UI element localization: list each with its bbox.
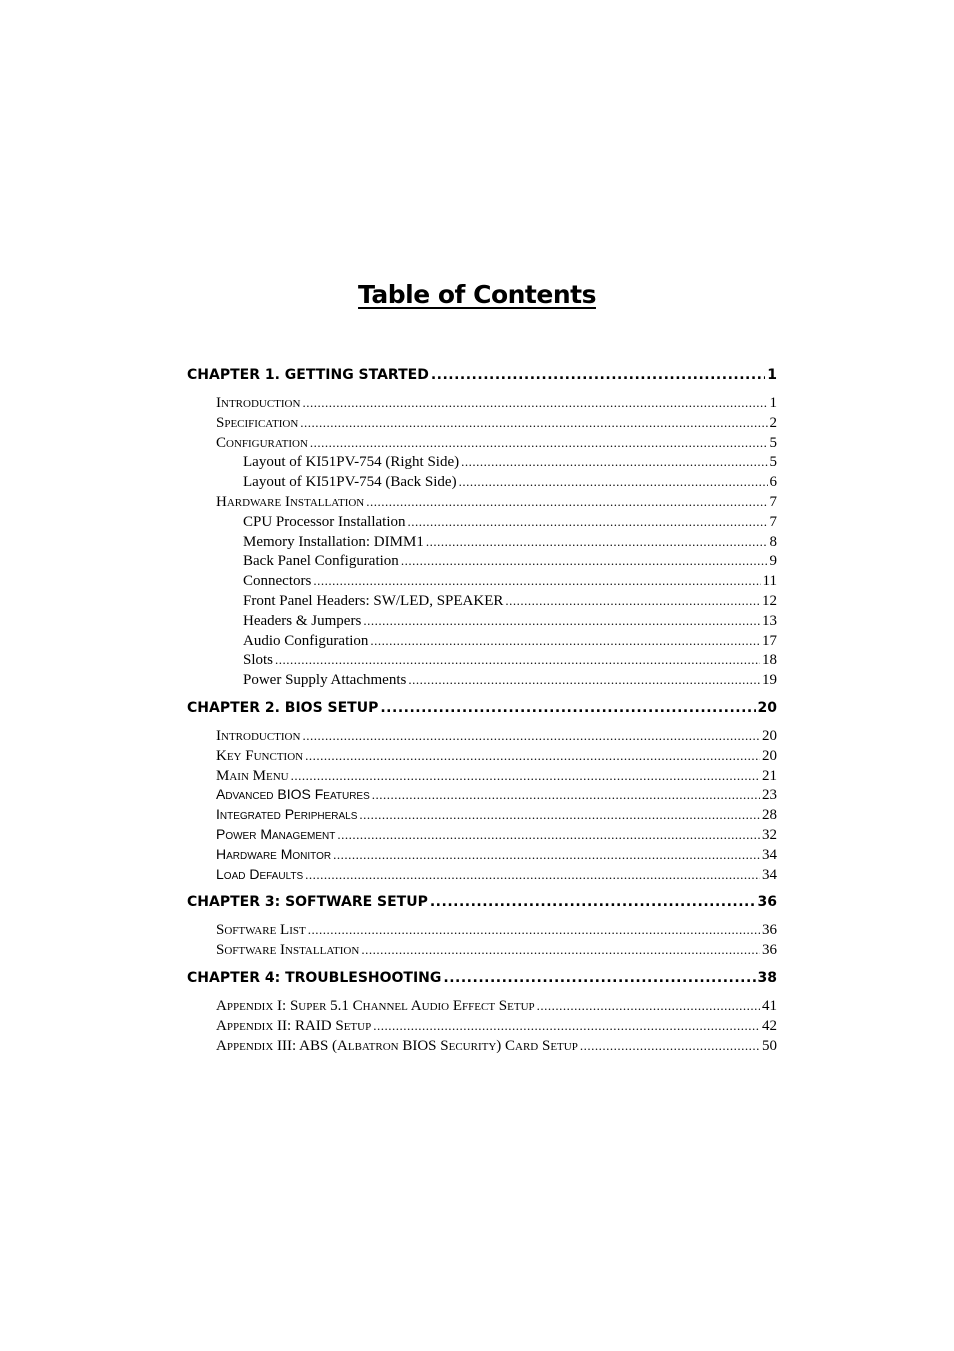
toc-entry-sub[interactable] — [187, 551, 777, 571]
toc-entry-section[interactable] — [187, 996, 777, 1016]
dot-leader — [305, 746, 760, 766]
toc-entry-label: Layout of KI51PV-754 (Right Side) — [243, 454, 460, 471]
toc-entry-chapter[interactable] — [187, 889, 777, 915]
toc-entry-page-number: 36 — [757, 894, 777, 911]
dot-leader — [291, 766, 760, 786]
toc-entry-page-number: 7 — [769, 493, 777, 510]
toc-entry-chapter[interactable] — [187, 965, 777, 991]
dot-leader — [580, 1036, 760, 1056]
toc-entry-sub[interactable] — [187, 650, 777, 670]
toc-entry-label: Specification — [216, 414, 299, 431]
toc-entry-chapter[interactable] — [187, 362, 777, 388]
toc-entry-section[interactable] — [187, 492, 777, 512]
toc-entry-label: Layout of KI51PV-754 (Back Side) — [243, 474, 457, 491]
toc-entry-page-number: 38 — [757, 969, 777, 986]
toc-entry-section[interactable] — [187, 920, 777, 940]
toc-entry-label: Introduction — [216, 395, 301, 411]
toc-entry-page-number: 36 — [762, 942, 777, 959]
table-of-contents — [187, 362, 777, 1055]
toc-entry-section[interactable] — [187, 433, 777, 453]
toc-entry-page-number: 6 — [769, 474, 777, 491]
toc-entry-page-number: 17 — [762, 632, 777, 649]
dot-leader — [426, 532, 768, 552]
dot-leader — [302, 726, 760, 746]
toc-entry-page-number: 23 — [762, 787, 777, 804]
toc-entry-label: Connectors — [243, 573, 312, 590]
toc-entry-label: CHAPTER 1. GETTING STARTED — [187, 367, 429, 383]
toc-entry-sub[interactable] — [187, 532, 777, 552]
toc-entry-chapter[interactable] — [187, 695, 777, 721]
toc-entry-sub[interactable] — [187, 571, 777, 591]
toc-entry-page-number: 36 — [762, 922, 777, 939]
page-title: Table of Contents — [358, 280, 596, 309]
toc-entry-sub[interactable] — [187, 631, 777, 651]
dot-leader — [308, 920, 760, 940]
toc-entry-label: Software List — [216, 922, 306, 939]
toc-entry-page-number: 8 — [769, 533, 777, 550]
dot-leader — [373, 1016, 760, 1036]
toc-entry-label: Load Defaults — [216, 865, 304, 882]
toc-entry-section[interactable] — [187, 746, 777, 766]
dot-leader — [408, 670, 760, 690]
toc-entry-section[interactable] — [187, 940, 777, 960]
toc-entry-page-number: 12 — [762, 592, 777, 609]
toc-entry-sub[interactable] — [187, 472, 777, 492]
toc-entry-label: Configuration — [216, 434, 308, 451]
toc-entry-page-number: 1 — [767, 367, 777, 383]
dot-leader — [401, 551, 768, 571]
toc-entry-label: Power Supply Attachments — [243, 672, 407, 689]
toc-entry-label: Back Panel Configuration — [243, 553, 399, 570]
toc-entry-sub[interactable] — [187, 512, 777, 532]
toc-entry-page-number: 9 — [769, 553, 777, 570]
toc-entry-label: Key Function — [216, 747, 304, 764]
dot-leader — [505, 591, 760, 611]
dot-leader — [431, 362, 765, 388]
toc-entry-label: Integrated Peripherals — [216, 806, 358, 823]
toc-entry-page-number: 32 — [762, 826, 777, 843]
dot-leader — [305, 865, 760, 885]
toc-entry-label: Appendix II: RAID Setup — [216, 1017, 372, 1034]
toc-entry-label: Audio Configuration — [243, 632, 369, 649]
toc-entry-page-number: 5 — [769, 434, 777, 451]
dot-leader — [302, 393, 767, 413]
dot-leader — [359, 805, 760, 825]
toc-entry-page-number: 18 — [762, 652, 777, 669]
dot-leader — [461, 452, 767, 472]
toc-entry-page-number: 20 — [757, 699, 777, 716]
toc-entry-section[interactable] — [187, 393, 777, 413]
dot-leader — [370, 631, 760, 651]
dot-leader — [300, 413, 767, 433]
toc-entry-label: CPU Processor Installation — [243, 513, 406, 530]
toc-entry-section[interactable] — [187, 413, 777, 433]
toc-entry-page-number: 50 — [762, 1037, 777, 1054]
toc-entry-label: Hardware Monitor — [216, 845, 332, 862]
toc-entry-label: Appendix III: ABS (Albatron BIOS Security) Card Setup — [216, 1037, 578, 1054]
toc-entry-page-number: 20 — [762, 727, 777, 744]
toc-entry-section[interactable] — [187, 766, 777, 786]
toc-entry-page-number: 42 — [762, 1017, 777, 1034]
toc-entry-page-number: 1 — [769, 395, 777, 411]
toc-entry-label: Main Menu — [216, 767, 289, 784]
toc-entry-page-number: 34 — [762, 866, 777, 883]
dot-leader — [459, 472, 768, 492]
toc-entry-label: Advanced BIOS Features — [216, 786, 370, 803]
toc-entry-page-number: 19 — [762, 672, 777, 689]
dot-leader — [363, 611, 760, 631]
toc-entry-page-number: 5 — [769, 454, 777, 471]
dot-leader — [408, 512, 768, 532]
toc-entry-sub[interactable] — [187, 452, 777, 472]
dot-leader — [310, 433, 768, 453]
toc-entry-page-number: 11 — [762, 573, 777, 590]
toc-entry-page-number: 34 — [762, 846, 777, 863]
toc-entry-page-number: 2 — [769, 414, 777, 431]
toc-entry-section[interactable] — [187, 805, 777, 825]
toc-entry-label: Hardware Installation — [216, 493, 365, 510]
toc-entry-label: Software Installation — [216, 942, 360, 959]
toc-entry-label: Power Management — [216, 825, 336, 842]
toc-entry-page-number: 28 — [762, 807, 777, 824]
dot-leader — [333, 845, 760, 865]
toc-entry-section[interactable] — [187, 825, 777, 845]
toc-entry-label: CHAPTER 3: SOFTWARE SETUP — [187, 894, 428, 911]
toc-entry-label: Front Panel Headers: SW/LED, SPEAKER — [243, 592, 504, 609]
dot-leader — [313, 571, 760, 591]
toc-entry-section[interactable] — [187, 845, 777, 865]
toc-entry-label: Appendix I: Super 5.1 Channel Audio Effect Setup — [216, 997, 535, 1014]
dot-leader — [443, 965, 755, 991]
toc-entry-page-number: 7 — [769, 513, 777, 530]
toc-entry-label: Slots — [243, 652, 274, 669]
dot-leader — [372, 785, 760, 805]
dot-leader — [430, 889, 756, 915]
dot-leader — [380, 695, 755, 721]
toc-entry-sub[interactable] — [187, 591, 777, 611]
toc-entry-section[interactable] — [187, 1036, 777, 1056]
dot-leader — [337, 825, 760, 845]
toc-entry-label: Introduction — [216, 727, 301, 744]
toc-entry-label: Memory Installation: DIMM1 — [243, 533, 424, 550]
toc-entry-label: CHAPTER 4: TROUBLESHOOTING — [187, 969, 442, 986]
toc-entry-section[interactable] — [187, 785, 777, 805]
toc-entry-page-number: 20 — [762, 747, 777, 764]
toc-entry-sub[interactable] — [187, 611, 777, 631]
dot-leader — [537, 996, 760, 1016]
dot-leader — [366, 492, 767, 512]
toc-entry-page-number: 41 — [762, 997, 777, 1014]
toc-entry-page-number: 13 — [762, 612, 777, 629]
toc-entry-section[interactable] — [187, 1016, 777, 1036]
dot-leader — [361, 940, 760, 960]
toc-entry-section[interactable] — [187, 726, 777, 746]
toc-entry-label: CHAPTER 2. BIOS SETUP — [187, 699, 379, 716]
toc-entry-sub[interactable] — [187, 670, 777, 690]
toc-entry-page-number: 21 — [762, 767, 777, 784]
toc-entry-label: Headers & Jumpers — [243, 612, 362, 629]
toc-entry-section[interactable] — [187, 865, 777, 885]
dot-leader — [275, 650, 760, 670]
